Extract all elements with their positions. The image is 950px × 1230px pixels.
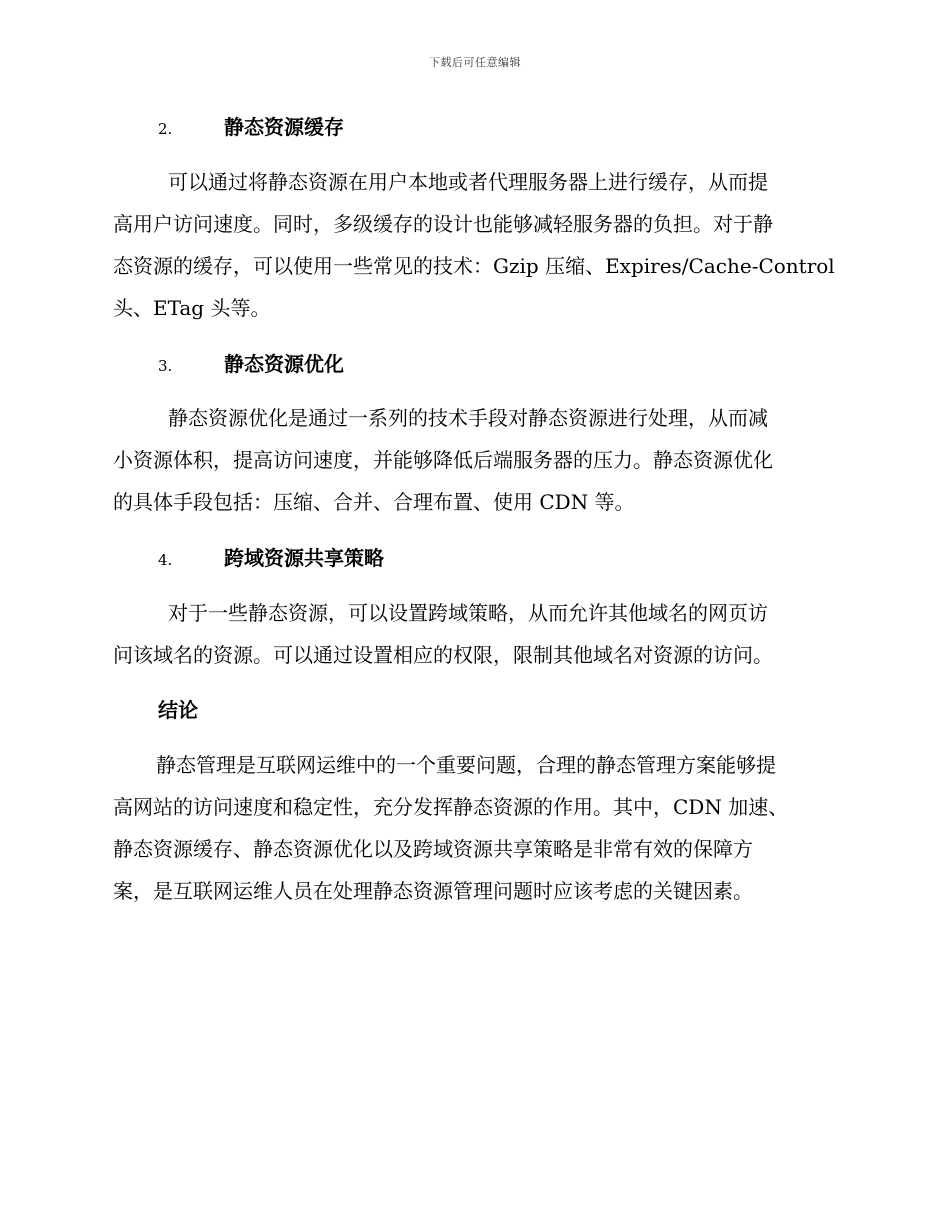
conclusion-paragraph <box>113 744 841 912</box>
section-title: 静态资源缓存 <box>224 115 344 139</box>
page-header-note: 下载后可任意编辑 <box>429 56 521 69</box>
conclusion-title: 结论 <box>158 698 198 722</box>
paragraph-line: 头、ETag 头等。 <box>113 296 271 320</box>
section-number: 2. <box>158 120 173 138</box>
paragraph-line: 的具体手段包括：压缩、合并、合理布置、使用 CDN 等。 <box>113 490 635 514</box>
paragraph-line: 对于一些静态资源，可以设置跨域策略，从而允许其他域名的网页访 <box>168 601 768 625</box>
section-number: 3. <box>158 357 173 375</box>
paragraph-line: 高网站的访问速度和稳定性，充分发挥静态资源的作用。其中，CDN 加速、 <box>113 795 789 819</box>
paragraph-line: 问该域名的资源。可以通过设置相应的权限，限制其他域名对资源的访问。 <box>113 643 773 667</box>
section-number: 4. <box>158 551 173 569</box>
section-paragraph-cors <box>113 592 841 676</box>
paragraph-line: 案，是互联网运维人员在处理静态资源管理问题时应该考虑的关键因素。 <box>113 879 753 903</box>
section-heading-optimize <box>158 349 344 379</box>
paragraph-line: 静态资源优化是通过一系列的技术手段对静态资源进行处理，从而减 <box>168 406 768 430</box>
paragraph-line: 静态资源缓存、静态资源优化以及跨域资源共享策略是非常有效的保障方 <box>113 837 753 861</box>
section-heading-cache <box>158 112 344 142</box>
section-paragraph-cache <box>113 161 841 329</box>
paragraph-line: 态资源的缓存，可以使用一些常见的技术：Gzip 压缩、Expires/Cache-Control <box>113 254 835 278</box>
paragraph-line: 小资源体积，提高访问速度，并能够降低后端服务器的压力。静态资源优化 <box>113 448 773 472</box>
conclusion-heading <box>158 695 198 725</box>
section-paragraph-optimize <box>113 397 841 523</box>
section-title: 静态资源优化 <box>224 352 344 376</box>
paragraph-line: 静态管理是互联网运维中的一个重要问题，合理的静态管理方案能够提 <box>156 753 776 777</box>
paragraph-line: 高用户访问速度。同时，多级缓存的设计也能够减轻服务器的负担。对于静 <box>113 212 773 236</box>
section-heading-cors <box>158 543 384 573</box>
section-title: 跨域资源共享策略 <box>224 546 384 570</box>
paragraph-line: 可以通过将静态资源在用户本地或者代理服务器上进行缓存，从而提 <box>168 170 768 194</box>
